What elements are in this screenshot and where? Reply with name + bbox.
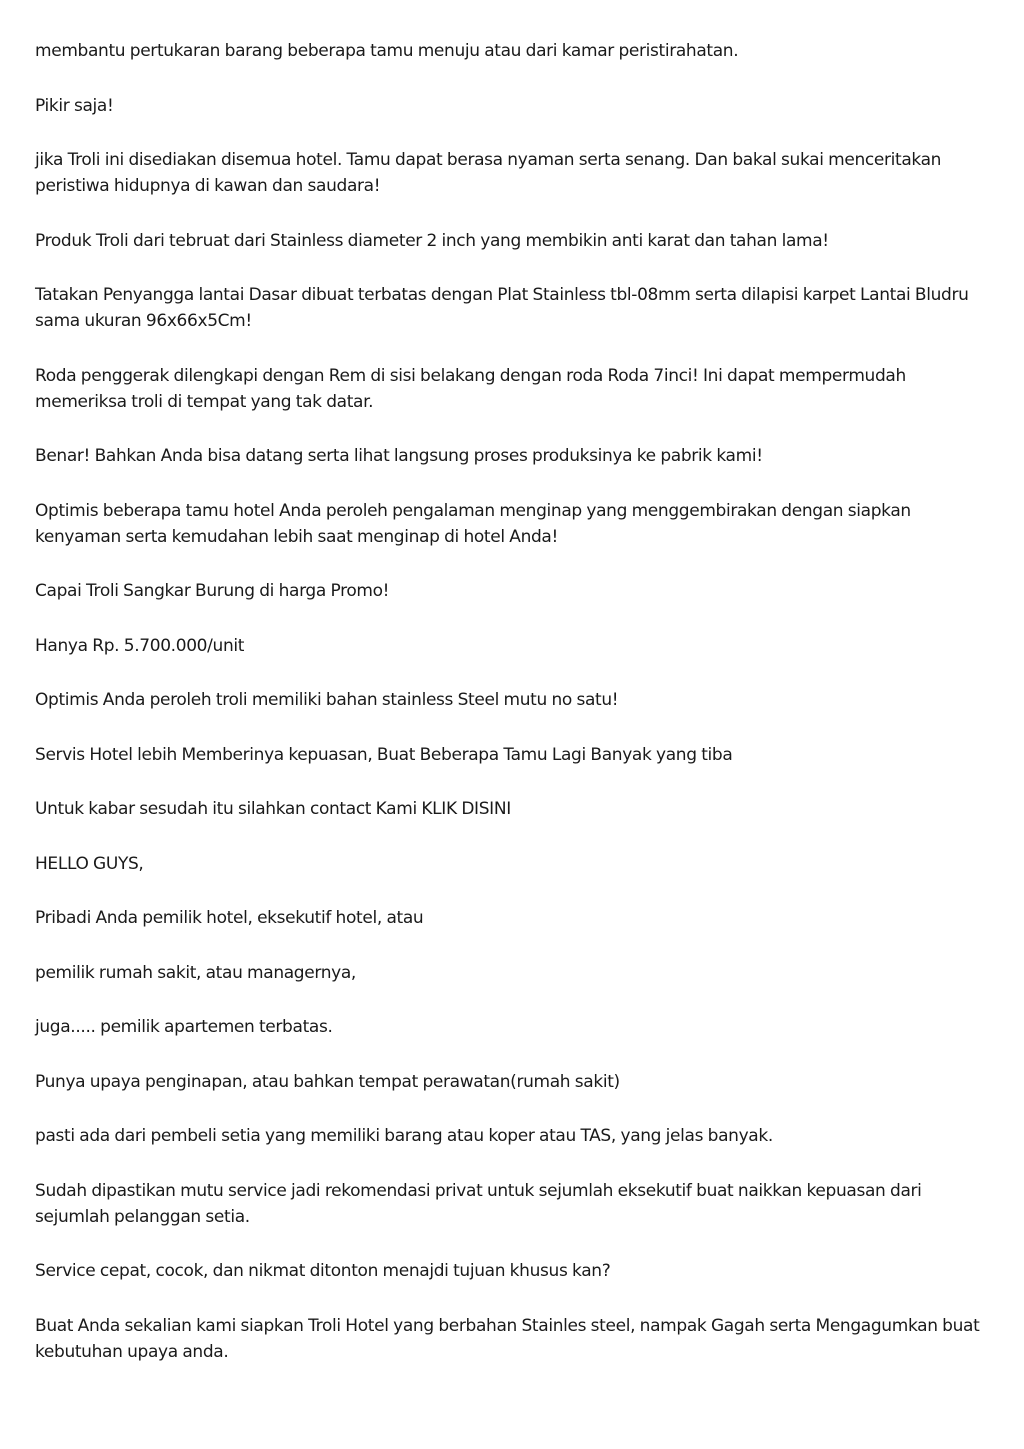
paragraph-price: Hanya Rp. 5.700.000/unit	[35, 635, 245, 656]
paragraph-apartment-owner: juga..... pemilik apartemen terbatas.	[35, 1017, 333, 1037]
paragraph-guest-experience: Optimis beberapa tamu hotel Anda peroleh pengalaman menginap yang menggembirakan dengan siapkan kenyaman serta kemudahan lebih saat menginap di hotel Anda!	[35, 500, 911, 547]
paragraph-promo: Capai Troli Sangkar Burung di harga Promo!	[35, 581, 390, 601]
paragraph-business: Punya upaya penginapan, atau bahkan tempat perawatan(rumah sakit)	[35, 1071, 620, 1092]
paragraph-wheels: Roda penggerak dilengkapi dengan Rem di sisi belakang dengan roda Roda 7inci! Ini dapat mempermudah memeriksa troli di tempat yang tak datar.	[35, 365, 906, 412]
paragraph-if-trolley: jika Troli ini disediakan disemua hotel. Tamu dapat berasa nyaman serta senang. Dan bakal sukai menceritakan peristiwa hidupnya di kawan dan saudara!	[35, 150, 942, 196]
paragraph-loyal-customers: pasti ada dari pembeli setia yang memiliki barang atau koper atau TAS, yang jelas banyak.	[35, 1126, 773, 1146]
paragraph-offer: Buat Anda sekalian kami siapkan Troli Hotel yang berbahan Stainles steel, nampak Gagah serta Mengagumkan buat kebutuhan upaya anda.	[35, 1315, 980, 1362]
paragraph-service: Servis Hotel lebih Memberinya kepuasan, Buat Beberapa Tamu Lagi Banyak yang tiba	[35, 744, 733, 765]
paragraph-contact: Untuk kabar sesudah itu silahkan contact Kami KLIK DISINI	[35, 799, 511, 819]
paragraph-service-quality: Sudah dipastikan mutu service jadi rekomendasi privat untuk sejumlah eksekutif buat naikkan kepuasan dari sejumlah pelanggan setia.	[35, 1180, 922, 1227]
paragraph-hospital-owner: pemilik rumah sakit, atau managernya,	[35, 962, 356, 983]
paragraph-quality: Optimis Anda peroleh troli memiliki bahan stainless Steel mutu no satu!	[35, 690, 619, 710]
paragraph-fast-service: Service cepat, cocok, dan nikmat ditonton menajdi tujuan khusus kan?	[35, 1261, 611, 1281]
paragraph-greeting: HELLO GUYS,	[35, 853, 144, 874]
paragraph-base-support: Tatakan Penyangga lantai Dasar dibuat terbatas dengan Plat Stainless tbl-08mm serta dilapisi karpet Lantai Bludru sama ukuran 96x66x5Cm!	[35, 285, 969, 331]
paragraph-hotel-owner: Pribadi Anda pemilik hotel, eksekutif hotel, atau	[35, 908, 424, 928]
paragraph-think: Pikir saja!	[35, 95, 114, 116]
paragraph-intro-exchange: membantu pertukaran barang beberapa tamu menuju atau dari kamar peristirahatan.	[35, 41, 739, 61]
paragraph-product-material: Produk Troli dari tebruat dari Stainless diameter 2 inch yang membikin anti karat dan tahan lama!	[35, 230, 829, 251]
paragraph-visit-factory: Benar! Bahkan Anda bisa datang serta lihat langsung proses produksinya ke pabrik kami!	[35, 446, 763, 466]
